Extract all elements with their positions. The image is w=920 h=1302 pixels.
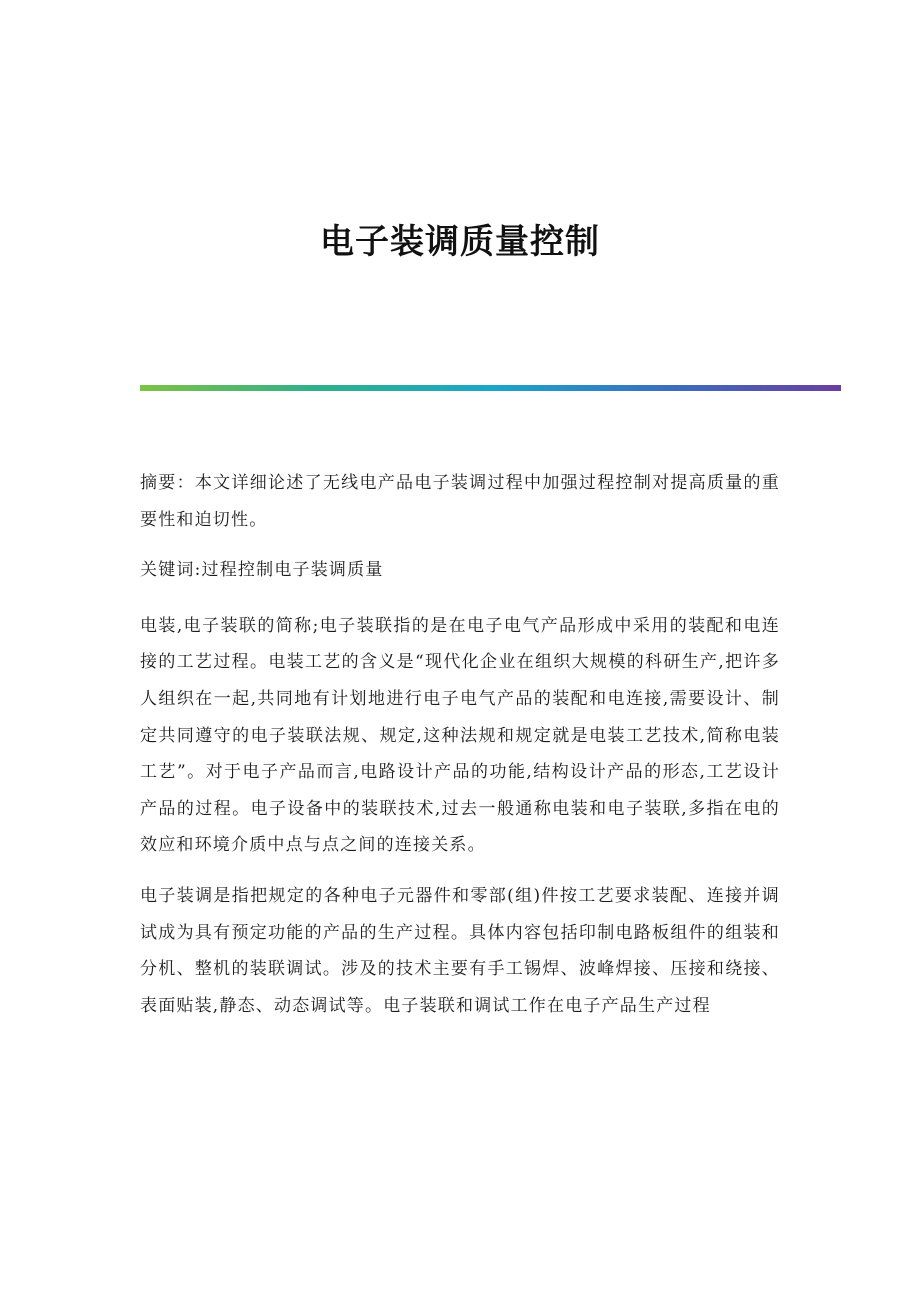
body-paragraph-2: 电子装调是指把规定的各种电子元器件和零部(组)件按工艺要求装配、连接并调试成为具有预定功能的产品的生产过程。具体内容包括印制电路板组件的组装和分机、整机的装联调试。涉及的技术主要有手工锡焊、波峰焊接、压接和绕接、表面贴装,静态、动态调试等。电子装联和调试工作在电子产品生产过程 xyxy=(140,885,780,1016)
document-title: 电子装调质量控制 xyxy=(320,222,600,262)
gradient-divider xyxy=(140,385,841,391)
document-body xyxy=(140,465,780,1038)
body-paragraph-1: 电装,电子装联的简称;电子装联指的是在电子电气产品形成中采用的装配和电连接的工艺过程。电装工艺的含义是“现代化企业在组织大规模的科研生产,把许多人组织在一起,共同地有计划地进行电子电气产品的装配和电连接,需要设计、制定共同遵守的电子装联法规、规定,这种法规和规定就是电装工艺技术,简称电装工艺”。对于电子产品而言,电路设计产品的功能,结构设计产品的形态,工艺设计产品的过程。电子设备中的装联技术,过去一般通称电装和电子装联,多指在电的效应和环境介质中点与点之间的连接关系。 xyxy=(140,615,780,856)
abstract-paragraph: 摘要：本文详细论述了无线电产品电子装调过程中加强过程控制对提高质量的重要性和迫切性。 xyxy=(140,473,780,530)
keywords-line: 关键词:过程控制电子装调质量 xyxy=(140,560,384,581)
